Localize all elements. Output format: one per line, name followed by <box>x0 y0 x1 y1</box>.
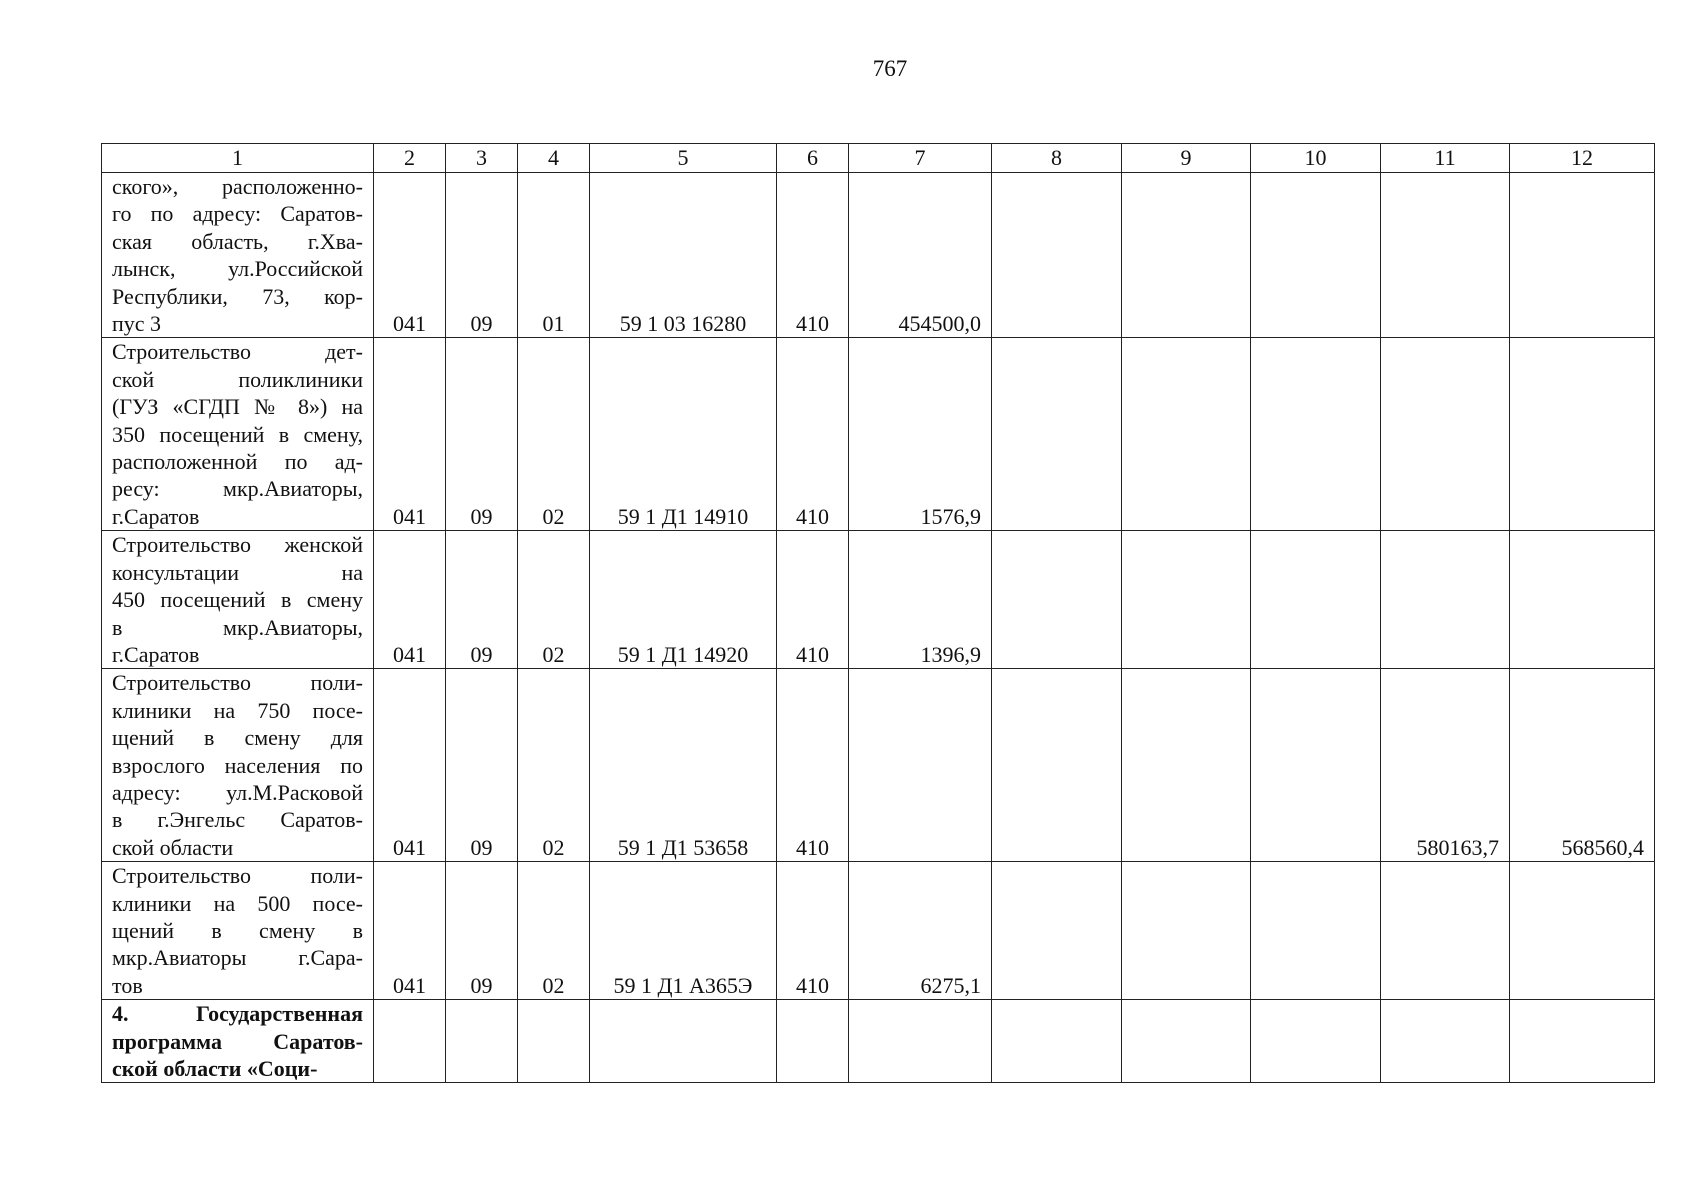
cell-c8 <box>992 1000 1122 1083</box>
cell-c10 <box>1251 669 1381 862</box>
description-line: го по адресу: Саратов- <box>112 201 363 227</box>
cell-c5: 59 1 Д1 А365Э <box>590 862 777 1000</box>
table-header-row <box>102 144 1655 173</box>
cell-c4 <box>518 1000 590 1083</box>
cell-c2: 041 <box>374 862 446 1000</box>
cell-c4: 02 <box>518 531 590 669</box>
description-line: г.Саратов <box>112 503 200 529</box>
cell-c4: 02 <box>518 862 590 1000</box>
description-line: ского», расположенно- <box>112 174 363 199</box>
cell-c2: 041 <box>374 531 446 669</box>
description-line: программа Саратов- <box>112 1028 363 1054</box>
cell-c4: 02 <box>518 669 590 862</box>
description-line: г.Саратов <box>112 641 200 667</box>
cell-c4: 02 <box>518 338 590 531</box>
cell-c6: 410 <box>777 338 849 531</box>
description-line: (ГУЗ «СГДП № 8») на <box>112 394 363 420</box>
table-row <box>102 173 1655 338</box>
cell-c12 <box>1510 173 1655 338</box>
row-description <box>102 531 374 669</box>
description-line: ской поликлиники <box>112 366 363 392</box>
cell-c10 <box>1251 173 1381 338</box>
cell-c11 <box>1381 862 1510 1000</box>
cell-c8 <box>992 338 1122 531</box>
cell-c8 <box>992 862 1122 1000</box>
description-line: в г.Энгельс Саратов- <box>112 807 363 833</box>
description-line: щений в смену для <box>112 725 363 751</box>
row-description <box>102 338 374 531</box>
description-line: Строительство дет- <box>112 339 363 365</box>
cell-c9 <box>1122 1000 1251 1083</box>
description-line: лынск, ул.Российской <box>112 256 363 282</box>
header-cell: 2 <box>374 144 446 173</box>
table-row <box>102 338 1655 531</box>
description-line: Строительство женской <box>112 532 363 558</box>
description-line: клиники на 750 посе- <box>112 697 363 723</box>
cell-c9 <box>1122 862 1251 1000</box>
cell-c12 <box>1510 862 1655 1000</box>
cell-c5 <box>590 1000 777 1083</box>
cell-c12: 568560,4 <box>1510 669 1655 862</box>
cell-c6 <box>777 1000 849 1083</box>
table-row <box>102 1000 1655 1083</box>
description-line: консультации на <box>112 559 363 585</box>
table-row <box>102 531 1655 669</box>
description-line: Строительство поли- <box>112 863 363 889</box>
row-description <box>102 862 374 1000</box>
header-cell: 5 <box>590 144 777 173</box>
cell-c2: 041 <box>374 669 446 862</box>
description-line: взрослого населения по <box>112 752 363 778</box>
cell-c8 <box>992 173 1122 338</box>
cell-c3: 09 <box>446 862 518 1000</box>
header-cell: 11 <box>1381 144 1510 173</box>
description-line: ской области «Соци- <box>112 1056 318 1081</box>
header-cell: 9 <box>1122 144 1251 173</box>
cell-c2: 041 <box>374 173 446 338</box>
cell-c3: 09 <box>446 669 518 862</box>
description-line: щений в смену в <box>112 917 363 943</box>
page-number: 767 <box>872 56 908 81</box>
cell-c10 <box>1251 338 1381 531</box>
description-line: мкр.Авиаторы г.Сара- <box>112 945 363 971</box>
cell-c7 <box>849 669 992 862</box>
cell-c9 <box>1122 338 1251 531</box>
cell-c7 <box>849 1000 992 1083</box>
cell-c12 <box>1510 1000 1655 1083</box>
cell-c3: 09 <box>446 173 518 338</box>
cell-c8 <box>992 669 1122 862</box>
cell-c7: 1576,9 <box>849 338 992 531</box>
description-line: клиники на 500 посе- <box>112 890 363 916</box>
cell-c4: 01 <box>518 173 590 338</box>
cell-c11 <box>1381 173 1510 338</box>
cell-c3: 09 <box>446 531 518 669</box>
cell-c9 <box>1122 669 1251 862</box>
description-line: адресу: ул.М.Расковой <box>112 779 363 805</box>
cell-c10 <box>1251 862 1381 1000</box>
cell-c9 <box>1122 173 1251 338</box>
description-line: Республики, 73, кор- <box>112 283 363 309</box>
cell-c5: 59 1 Д1 53658 <box>590 669 777 862</box>
cell-c10 <box>1251 531 1381 669</box>
cell-c2 <box>374 1000 446 1083</box>
cell-c3 <box>446 1000 518 1083</box>
cell-c11: 580163,7 <box>1381 669 1510 862</box>
cell-c3: 09 <box>446 338 518 531</box>
description-line: 450 посещений в смену <box>112 587 363 613</box>
description-line: расположенной по ад- <box>112 449 363 475</box>
header-cell: 1 <box>102 144 374 173</box>
cell-c6: 410 <box>777 862 849 1000</box>
cell-c6: 410 <box>777 531 849 669</box>
cell-c8 <box>992 531 1122 669</box>
cell-c11 <box>1381 1000 1510 1083</box>
description-line: ресу: мкр.Авиаторы, <box>112 476 363 502</box>
cell-c5: 59 1 Д1 14910 <box>590 338 777 531</box>
budget-table <box>101 143 1655 1083</box>
description-line: ская область, г.Хва- <box>112 228 363 254</box>
header-cell: 7 <box>849 144 992 173</box>
header-cell: 10 <box>1251 144 1381 173</box>
cell-c2: 041 <box>374 338 446 531</box>
cell-c12 <box>1510 338 1655 531</box>
description-line: пус 3 <box>112 311 162 337</box>
cell-c6: 410 <box>777 669 849 862</box>
description-line: тов <box>112 972 143 998</box>
cell-c11 <box>1381 531 1510 669</box>
cell-c10 <box>1251 1000 1381 1083</box>
cell-c7: 1396,9 <box>849 531 992 669</box>
row-description <box>102 173 374 338</box>
cell-c9 <box>1122 531 1251 669</box>
description-line: в мкр.Авиаторы, <box>112 614 363 640</box>
table-row <box>102 669 1655 862</box>
row-description <box>102 669 374 862</box>
description-line: 4. Государственная <box>112 1001 363 1027</box>
description-line: 350 посещений в смену, <box>112 421 363 447</box>
table-row <box>102 862 1655 1000</box>
header-cell: 3 <box>446 144 518 173</box>
cell-c5: 59 1 Д1 14920 <box>590 531 777 669</box>
cell-c7: 454500,0 <box>849 173 992 338</box>
header-cell: 12 <box>1510 144 1655 173</box>
row-description <box>102 1000 374 1083</box>
header-cell: 8 <box>992 144 1122 173</box>
description-line: Строительство поли- <box>112 670 363 696</box>
header-cell: 4 <box>518 144 590 173</box>
cell-c11 <box>1381 338 1510 531</box>
cell-c7: 6275,1 <box>849 862 992 1000</box>
cell-c6: 410 <box>777 173 849 338</box>
description-line: ской области <box>112 834 234 860</box>
cell-c5: 59 1 03 16280 <box>590 173 777 338</box>
cell-c12 <box>1510 531 1655 669</box>
header-cell: 6 <box>777 144 849 173</box>
